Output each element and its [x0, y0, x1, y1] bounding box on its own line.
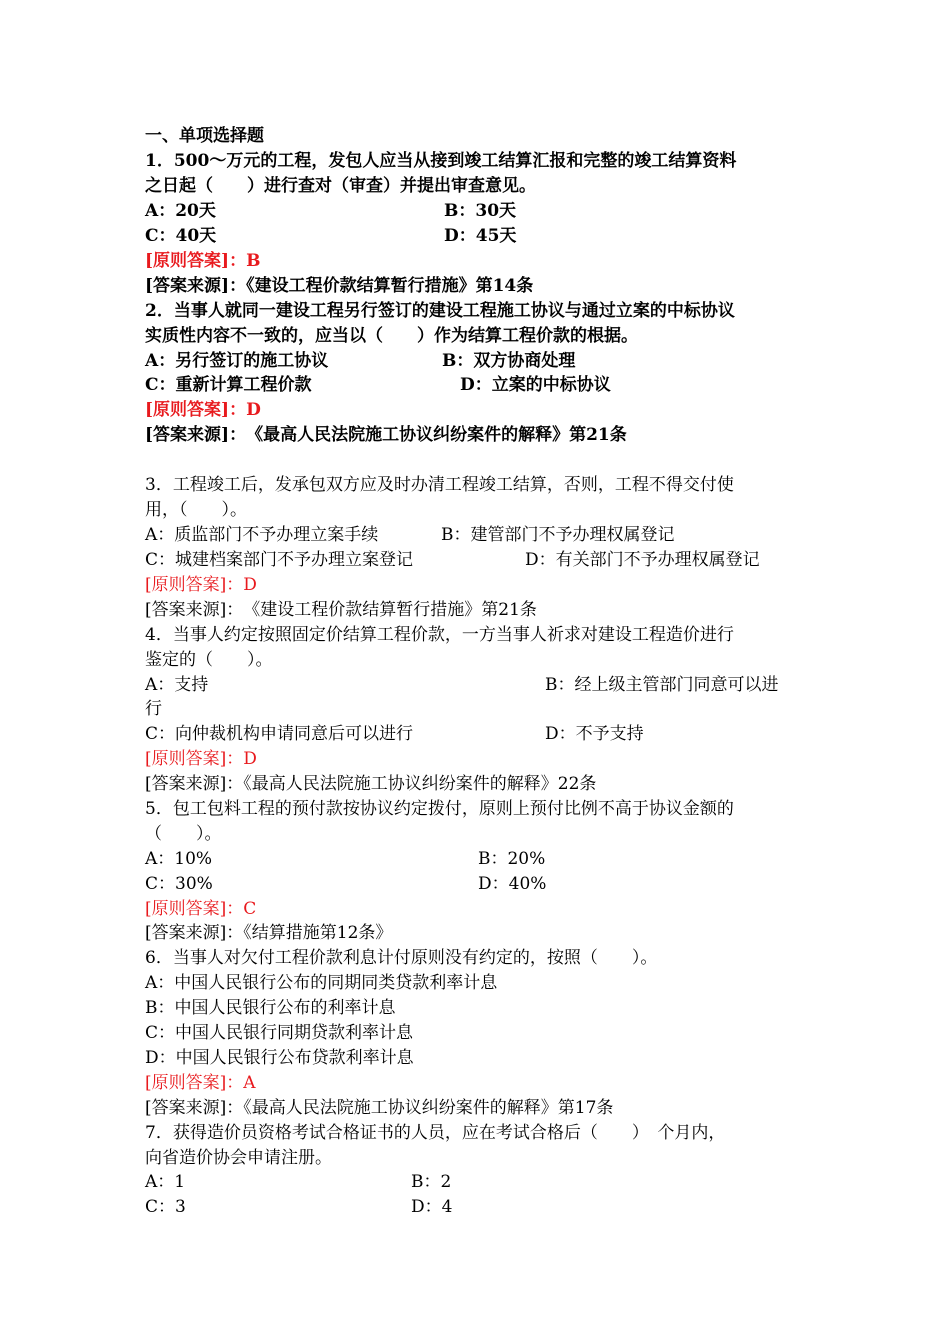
- q3-line-2: 用，（ ）。: [145, 500, 247, 520]
- q2-option-d: D：立案的中标协议: [460, 375, 611, 395]
- q3-source: [答案来源]： 《建设工程价款结算暂行措施》第21条: [145, 600, 537, 620]
- q1-line-2: 之日起（ ）进行查对（审查）并提出审查意见。: [145, 176, 536, 196]
- q4-line-2: 鉴定的（ ）。: [145, 650, 273, 670]
- q6-source: [答案来源]：《最高人民法院施工协议纠纷案件的解释》第17条: [145, 1098, 614, 1118]
- q7-option-d: D：4: [411, 1197, 453, 1217]
- q4-option-a: A：支持: [145, 675, 209, 695]
- q3-line-1: 3．工程竣工后，发承包双方应及时办清工程竣工结算，否则，工程不得交付使: [145, 475, 734, 495]
- q1-option-d: D：45天: [444, 226, 517, 246]
- q6-line-1: 6．当事人对欠付工程价款利息计付原则没有约定的，按照（ ）。: [145, 948, 658, 968]
- q7-option-b: B：2: [411, 1172, 452, 1192]
- q3-option-a: A：质监部门不予办理立案手续: [145, 525, 379, 545]
- q6-option-a: A：中国人民银行公布的同期同类贷款利率计息: [145, 973, 498, 993]
- q3-answer: [原则答案]：D: [145, 575, 257, 595]
- q2-option-a: A：另行签订的施工协议: [145, 351, 329, 371]
- q4-option-d: D：不予支持: [545, 724, 644, 744]
- q2-line-1: 2．当事人就同一建设工程另行签订的建设工程施工协议与通过立案的中标协议: [145, 301, 735, 321]
- q2-answer: [原则答案]：D: [145, 400, 261, 420]
- q4-option-b-wrap: 行: [145, 699, 162, 719]
- q4-option-c: C：向仲裁机构申请同意后可以进行: [145, 724, 414, 744]
- q3-option-b: B：建管部门不予办理权属登记: [441, 525, 675, 545]
- q7-line-2: 向省造价协会申请注册。: [145, 1148, 332, 1168]
- q2-source: [答案来源]： 《最高人民法院施工协议纠纷案件的解释》第21条: [145, 425, 627, 445]
- q1-option-a: A：20天: [145, 201, 216, 221]
- q5-source: [答案来源]：《结算措施第12条》: [145, 923, 393, 943]
- q6-option-b: B：中国人民银行公布的利率计息: [145, 998, 396, 1018]
- q4-source: [答案来源]：《最高人民法院施工协议纠纷案件的解释》22条: [145, 774, 597, 794]
- q2-option-c: C：重新计算工程价款: [145, 375, 312, 395]
- q4-answer: [原则答案]：D: [145, 749, 257, 769]
- q7-option-c: C：3: [145, 1197, 186, 1217]
- q5-option-b: B：20%: [478, 849, 546, 869]
- q6-answer: [原则答案]：A: [145, 1073, 256, 1093]
- q2-line-2: 实质性内容不一致的，应当以（ ）作为结算工程价款的根据。: [145, 326, 638, 346]
- q1-line-1: 1．500～万元的工程，发包人应当从接到竣工结算汇报和完整的竣工结算资料: [145, 151, 737, 171]
- q5-option-d: D：40%: [478, 874, 547, 894]
- q7-line-1: 7．获得造价员资格考试合格证书的人员，应在考试合格后（ ） 个月内，: [145, 1123, 726, 1143]
- q1-source: [答案来源]：《建设工程价款结算暂行措施》第14条: [145, 276, 534, 296]
- q1-option-b: B：30天: [444, 201, 517, 221]
- q1-answer: [原则答案]：B: [145, 251, 261, 271]
- q5-line-1: 5．包工包料工程的预付款按协议约定拨付，原则上预付比例不高于协议金额的: [145, 799, 734, 819]
- q4-option-b: B：经上级主管部门同意可以进: [545, 675, 779, 695]
- q6-option-c: C：中国人民银行同期贷款利率计息: [145, 1023, 414, 1043]
- q5-option-c: C：30%: [145, 874, 213, 894]
- q2-option-b: B：双方协商处理: [442, 351, 576, 371]
- q4-line-1: 4．当事人约定按照固定价结算工程价款，一方当事人祈求对建设工程造价进行: [145, 625, 734, 645]
- q5-line-2: （ ）。: [145, 824, 222, 844]
- q5-option-a: A：10%: [145, 849, 213, 869]
- q7-option-a: A：1: [145, 1172, 186, 1192]
- q5-answer: [原则答案]：C: [145, 899, 257, 919]
- q6-option-d: D：中国人民银行公布贷款利率计息: [145, 1048, 414, 1068]
- q3-option-d: D：有关部门不予办理权属登记: [525, 550, 760, 570]
- section-title: 一、单项选择题: [145, 126, 264, 146]
- q1-option-c: C：40天: [145, 226, 217, 246]
- q3-option-c: C：城建档案部门不予办理立案登记: [145, 550, 414, 570]
